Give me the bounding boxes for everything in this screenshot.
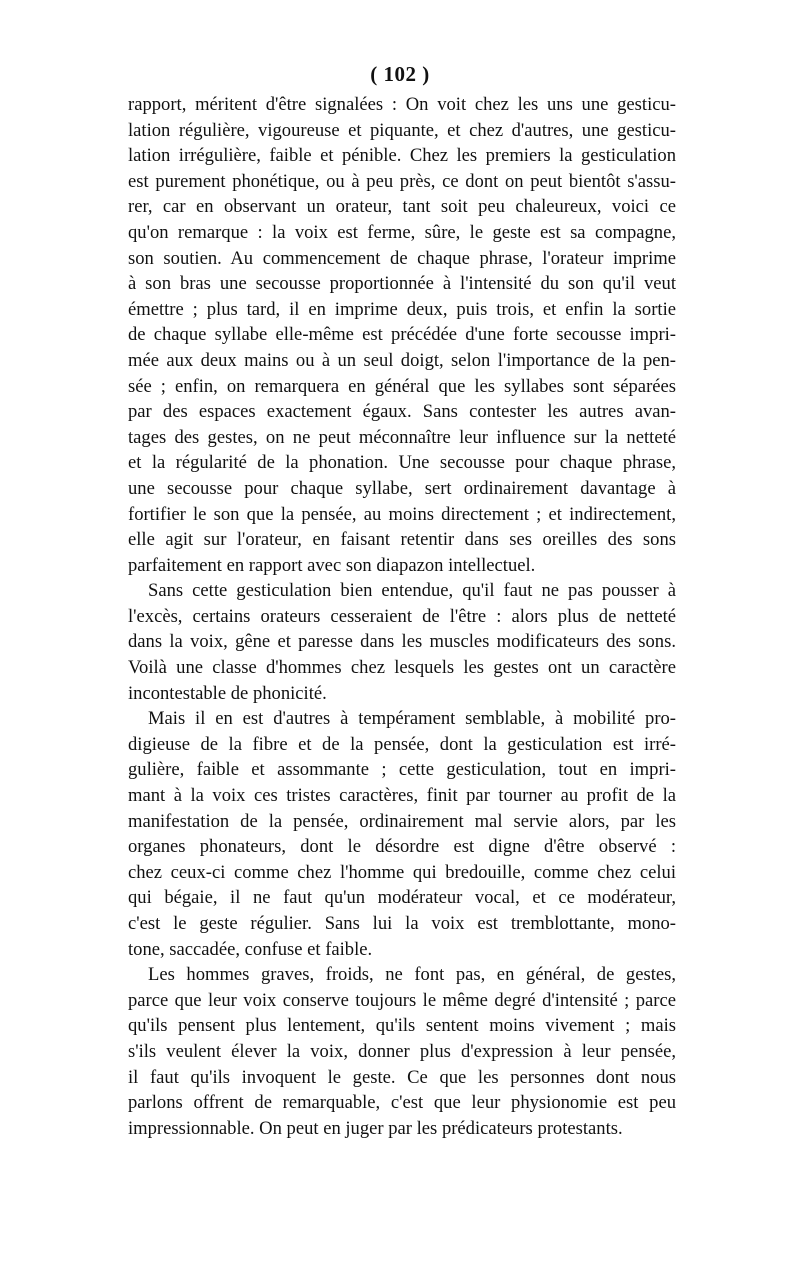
text-line: par des espaces exactement égaux. Sans contester les autres avan- — [128, 401, 676, 423]
text-line: qu'on remarque : la voix est ferme, sûre, le geste est sa compagne, — [128, 221, 676, 243]
text-line: son soutien. Au commencement de chaque phrase, l'orateur imprime — [128, 247, 676, 269]
paragraph-2 — [128, 578, 676, 706]
text-line: parlons offrent de remarquable, c'est que leur physionomie est peu — [128, 1092, 676, 1114]
text-line: c'est le geste régulier. Sans lui la voix est tremblottante, mono- — [128, 913, 676, 934]
text-line: Mais il en est d'autres à tempérament semblable, à mobilité pro- — [148, 708, 676, 730]
text-line: sée ; enfin, on remarquera en général que les syllabes sont séparées — [128, 375, 676, 397]
text-line: de chaque syllabe elle-même est précédée d'une forte secousse impri- — [128, 324, 676, 346]
text-line: manifestation de la pensée, ordinairement mal servie alors, par les — [128, 810, 676, 832]
text-line: lation irrégulière, faible et pénible. Chez les premiers la gesticulation — [128, 145, 676, 167]
text-line: digieuse de la fibre et de la pensée, dont la gesticulation est irré- — [128, 733, 676, 755]
paragraph-3 — [128, 706, 676, 962]
paragraph-1 — [128, 92, 676, 578]
text-line: qu'ils pensent plus lentement, qu'ils sentent moins vivement ; mais — [128, 1015, 676, 1037]
text-line: est purement phonétique, ou à peu près, ce dont on peut bientôt s'assu- — [128, 170, 676, 192]
text-line: organes phonateurs, dont le désordre est digne d'être observé : — [128, 836, 676, 858]
text-line: chez ceux-ci comme chez l'homme qui bredouille, comme chez celui — [128, 861, 676, 883]
text-line: mant à la voix ces tristes caractères, finit par tourner au profit de la — [128, 785, 676, 807]
text-line: gulière, faible et assommante ; cette gesticulation, tout en impri- — [128, 759, 676, 781]
text-line: parfaitement en rapport avec son diapazon intellectuel. — [128, 554, 536, 576]
text-line: elle agit sur l'orateur, en faisant retentir dans ses oreilles des sons — [128, 529, 676, 551]
text-line: dans la voix, gêne et paresse dans les muscles modificateurs des sons. — [128, 631, 676, 653]
text-line: tages des gestes, on ne peut méconnaître leur influence sur la netteté — [128, 426, 676, 448]
text-line: fortifier le son que la pensée, au moins directement ; et indirectement, — [128, 503, 676, 525]
text-line: lation régulière, vigoureuse et piquante, et chez d'autres, une gesticu- — [128, 119, 676, 141]
text-line: impressionnable. On peut en juger par les prédicateurs protestants. — [128, 1117, 623, 1139]
text-line: s'ils veulent élever la voix, donner plus d'expression à leur pensée, — [128, 1040, 676, 1062]
text-line: Voilà une classe d'hommes chez lesquels les gestes ont un caractère — [128, 657, 676, 679]
paragraph-4 — [128, 962, 676, 1141]
text-line: émettre ; plus tard, il en imprime deux, puis trois, et enfin la sortie — [128, 298, 676, 320]
text-line: Sans cette gesticulation bien entendue, qu'il faut ne pas pousser à — [148, 580, 676, 602]
text-line: rapport, méritent d'être signalées : On voit chez les uns une gesticu- — [128, 94, 676, 115]
text-line: parce que leur voix conserve toujours le même degré d'intensité ; parce — [128, 989, 676, 1011]
text-line: une secousse pour chaque syllabe, sert ordinairement davantage à — [128, 477, 676, 499]
text-line: tone, saccadée, confuse et faible. — [128, 938, 373, 960]
text-line: à son bras une secousse proportionnée à l'intensité du son qu'il veut — [128, 273, 676, 295]
text-line: incontestable de phonicité. — [128, 682, 327, 704]
text-line: il faut qu'ils invoquent le geste. Ce que les personnes dont nous — [128, 1066, 676, 1088]
text-line: et la régularité de la phonation. Une secousse pour chaque phrase, — [128, 452, 676, 474]
text-line: qui bégaie, il ne faut qu'un modérateur vocal, et ce modérateur, — [128, 887, 676, 909]
page-number: ( 102 ) — [370, 62, 430, 86]
text-line: rer, car en observant un orateur, tant soit peu chaleureux, voici ce — [128, 196, 676, 218]
text-line: mée aux deux mains ou à un seul doigt, selon l'importance de la pen- — [128, 349, 676, 371]
text-line: l'excès, certains orateurs cesseraient de l'être : alors plus de netteté — [128, 605, 676, 627]
text-line: Les hommes graves, froids, ne font pas, en général, de gestes, — [148, 964, 676, 986]
body-text — [128, 92, 676, 1141]
